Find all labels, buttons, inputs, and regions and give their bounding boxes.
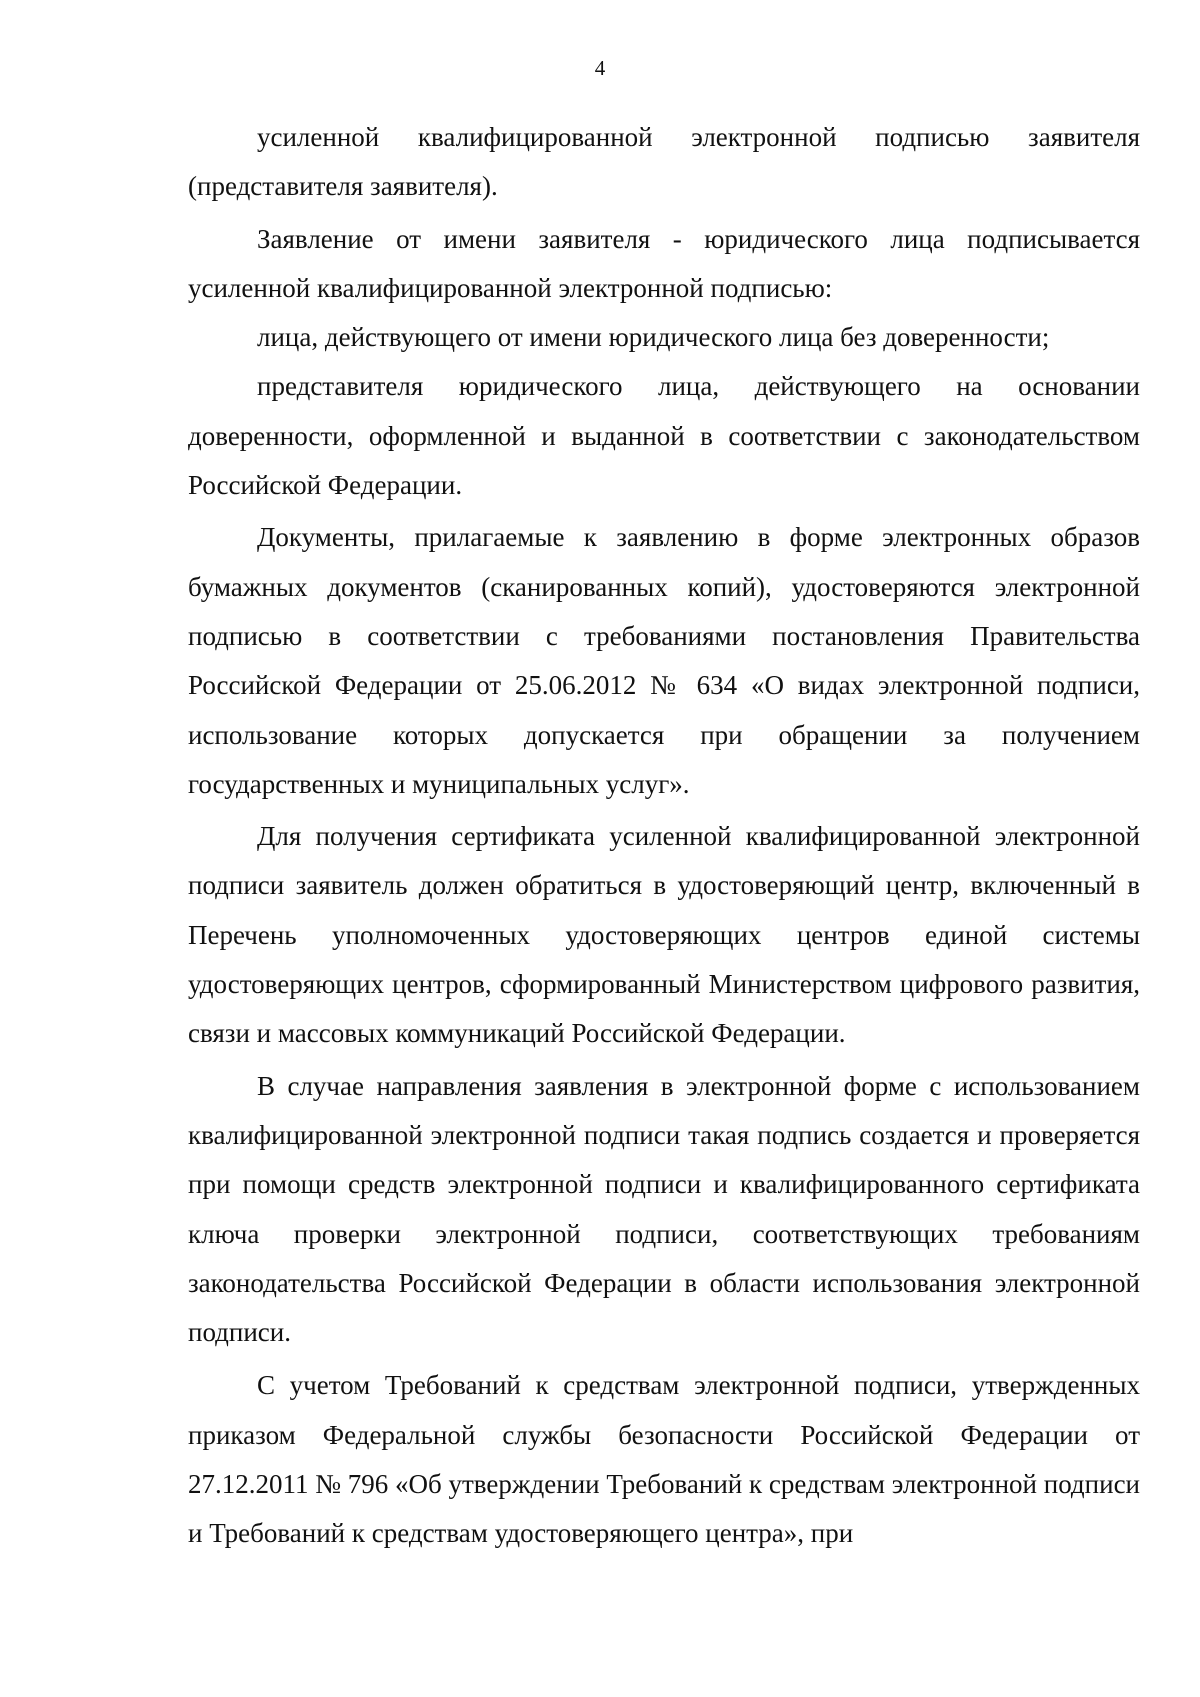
paragraph-representative-with-power-of-attorney: представителя юридического лица, действующего на основании доверенности, оформленной и выданной в соответствии с законодательством Российской Федерации.: [188, 371, 1140, 501]
paragraph-certificate-obtaining: Для получения сертификата усиленной квалифицированной электронной подписи заявитель должен обратиться в удостоверяющий центр, включенный в Перечень уполномоченных удостоверяющих центров единой системы удостоверяющих центров, сформированный Министерством цифрового развития, связи и массовых коммуникаций Российской Федерации.: [188, 821, 1140, 1049]
paragraph-signature-continuation: усиленной квалифицированной электронной подписью заявителя (представителя заявителя).: [188, 122, 1140, 202]
paragraph-legal-entity-signature: Заявление от имени заявителя - юридического лица подписывается усиленной квалифицированной электронной подписью:: [188, 223, 1140, 303]
paragraph-attached-documents: Документы, прилагаемые к заявлению в форме электронных образов бумажных документов (сканированных копий), удостоверяются электронной подписью в соответствии с требованиями постановления Правительства Российской Федерации от 25.06.2012 № 634 «О видах электронной подписи, использование которых допускается при обращении за получением государственных и муниципальных услуг».: [188, 522, 1140, 799]
page-number: 4: [594, 56, 606, 80]
paragraph-electronic-application: В случае направления заявления в электронной форме с использованием квалифицированной электронной подписи такая подпись создается и проверяется при помощи средств электронной подписи и квалифицированного сертификата ключа проверки электронной подписи, соответствующих требованиям законодательства Российской Федерации в области использования электронной подписи.: [188, 1070, 1140, 1348]
paragraph-fsb-requirements: С учетом Требований к средствам электронной подписи, утвержденных приказом Федеральной службы безопасности Российской Федерации от 27.12.2011 № 796 «Об утверждении Требований к средствам электронной подписи и Требований к средствам удостоверяющего центра», при: [188, 1370, 1141, 1549]
document-body: [188, 113, 1140, 1559]
paragraph-person-without-power-of-attorney: лица, действующего от имени юридического лица без доверенности;: [257, 322, 1050, 353]
